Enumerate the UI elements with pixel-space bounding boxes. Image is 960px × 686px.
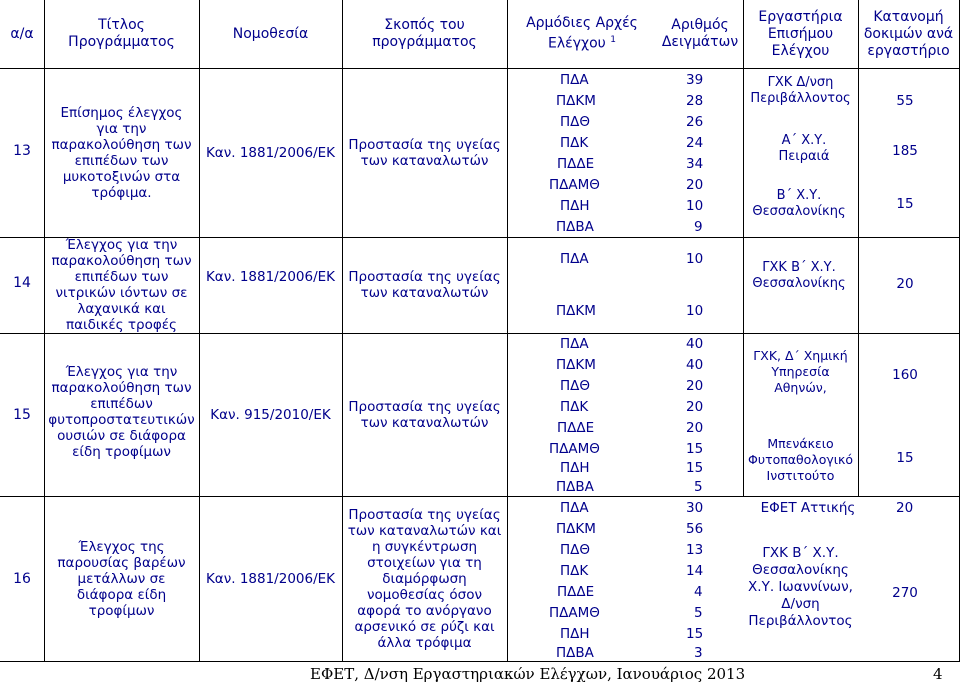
page-number: 4 [933, 665, 943, 683]
authority: ΠΔΚ [560, 563, 589, 579]
authority: ΠΔΒΑ [556, 645, 594, 661]
purpose: Προστασία της υγείας των καταναλωτών και η συγκέντρωση στοιχείων για τη διαμόρφωση νομοθεσίας όσον αφορά το ανόργανο αρσενικό σε ρύζι και άλλα τρόφιμα [347, 506, 502, 651]
lab-name: ΓΧΚ Δ/νση Περιβάλλοντος [750, 75, 851, 106]
purpose: Προστασία της υγείας των καταναλωτών [348, 398, 501, 431]
sample-count: 10 [686, 198, 704, 214]
sample-count: 5 [694, 605, 703, 621]
sample-count: 20 [686, 378, 704, 394]
lab-name: ΓΧΚ, Δ΄ Χημική Υπηρεσία Αθηνών, [753, 348, 848, 395]
sample-count: 5 [694, 479, 703, 495]
authority: ΠΔΔΕ [557, 584, 595, 600]
authority: ΠΔΚ [560, 135, 589, 151]
legislation: Καν. 1881/2006/ΕΚ [205, 144, 336, 161]
lab-name: Μπενάκειο Φυτοπαθολογικό Ινστιτούτο [748, 436, 853, 483]
row-number: 16 [13, 571, 31, 587]
distribution-count: 270 [892, 585, 918, 601]
authority: ΠΔΚΜ [556, 521, 596, 537]
distribution-count: 20 [896, 500, 914, 516]
legislation: Καν. 1881/2006/ΕΚ [205, 570, 336, 587]
legislation: Καν. 1881/2006/ΕΚ [205, 269, 336, 285]
sample-count: 10 [686, 251, 704, 267]
row-number: 14 [13, 275, 31, 291]
lab-name: Β΄ Χ.Υ. Θεσσαλονίκης [752, 188, 846, 219]
distribution-count: 15 [896, 450, 914, 466]
authority: ΠΔΑΜΘ [549, 177, 600, 193]
header-authorities: Αρμόδιες Αρχές Ελέγχου $^1$ [526, 15, 638, 52]
col-divider [342, 0, 343, 662]
sample-count: 4 [694, 584, 703, 600]
row-number: 15 [13, 407, 31, 423]
col-divider [44, 0, 45, 662]
sample-count: 20 [686, 399, 704, 415]
sample-count: 39 [686, 72, 704, 88]
purpose: Προστασία της υγείας των καταναλωτών [348, 136, 501, 169]
sample-count: 20 [686, 177, 704, 193]
distribution-count: 55 [896, 93, 914, 109]
sample-count: 24 [686, 135, 704, 151]
program-title: Έλεγχος για την παρακολούθηση των επιπέδων φυτοπροστατευτικών ουσιών σε διάφορα είδη τροφίμων [48, 364, 195, 460]
authority: ΠΔΒΑ [556, 479, 594, 495]
sample-count: 30 [686, 500, 704, 516]
authority: ΠΔΘ [560, 378, 591, 394]
authority: ΠΔΚΜ [556, 303, 596, 319]
sample-count: 34 [686, 156, 704, 172]
sample-count: 40 [686, 357, 704, 373]
distribution-count: 185 [892, 143, 918, 159]
lab-name: ΓΧΚ Β΄ Χ.Υ. Θεσσαλονίκης Χ.Υ. Ιωαννίνων, Δ/νση Περιβάλλοντος [748, 545, 853, 629]
authority: ΠΔΘ [560, 114, 591, 130]
authority: ΠΔΔΕ [557, 420, 595, 436]
distribution-count: 15 [896, 196, 914, 212]
distribution-count: 20 [896, 276, 914, 292]
authority: ΠΔΔΕ [557, 156, 595, 172]
footer-text: ΕΦΕΤ, Δ/νση Εργαστηριακών Ελέγχων, Ιανουάριος 2013 [310, 665, 746, 683]
sample-count: 56 [686, 521, 704, 537]
authority: ΠΔΗ [560, 626, 590, 642]
authority: ΠΔΚΜ [556, 93, 596, 109]
authority: ΠΔΚ [560, 399, 589, 415]
authority: ΠΔΑ [560, 72, 589, 88]
legislation: Καν. 915/2010/ΕΚ [210, 406, 331, 423]
row-divider [0, 661, 960, 662]
program-title: Επίσημος έλεγχος για την παρακολούθηση των επιπέδων των μυκοτοξινών στα τρόφιμα. [51, 104, 192, 201]
sample-count: 40 [686, 336, 704, 352]
purpose: Προστασία της υγείας των καταναλωτών [348, 269, 501, 301]
sample-count: 13 [686, 542, 704, 558]
lab-name: Α΄ Χ.Υ. Πειραιά [778, 133, 830, 164]
authority: ΠΔΑ [560, 336, 589, 352]
row-number: 13 [13, 143, 31, 159]
program-title: Έλεγχος της παρουσίας βαρέων μετάλλων σε διάφορα είδη τροφίμων [57, 538, 186, 619]
authority: ΠΔΑ [560, 500, 589, 516]
authority: ΠΔΑ [560, 251, 589, 267]
sample-count: 15 [686, 626, 704, 642]
header-lab: Εργαστήρια Επισήμου Ελέγχου [758, 8, 843, 59]
header-legislation: Νομοθεσία [232, 25, 309, 42]
header-purpose: Σκοπός του προγράμματος [372, 17, 477, 50]
col-divider [507, 0, 508, 662]
authority: ΠΔΘ [560, 542, 591, 558]
authority: ΠΔΚΜ [556, 357, 596, 373]
distribution-count: 160 [892, 367, 918, 383]
sample-count: 15 [686, 441, 704, 457]
header-title: Τίτλος Προγράμματος [68, 17, 175, 50]
authority: ΠΔΗ [560, 198, 590, 214]
sample-count: 3 [694, 645, 703, 661]
header-samples: Αριθμός Δειγμάτων [661, 17, 739, 50]
authority: ΠΔΑΜΘ [549, 441, 600, 457]
sample-count: 10 [686, 303, 704, 319]
program-title: Έλεγχος για την παρακολούθηση των επιπέδων των νιτρικών ιόντων σε λαχανικά και παιδικές τροφές [51, 237, 192, 333]
lab-name: ΕΦΕΤ Αττικής [760, 500, 856, 516]
sample-count: 28 [686, 93, 704, 109]
sample-count: 9 [694, 219, 703, 235]
col-divider [858, 0, 859, 497]
sample-count: 26 [686, 114, 704, 130]
authority: ΠΔΗ [560, 460, 590, 476]
authority: ΠΔΑΜΘ [549, 605, 600, 621]
header-distribution: Κατανομή δοκιμών ανά εργαστήριο [863, 8, 954, 59]
authority: ΠΔΒΑ [556, 219, 594, 235]
sample-count: 15 [686, 460, 704, 476]
sample-count: 20 [686, 420, 704, 436]
sample-count: 14 [686, 563, 704, 579]
lab-name: ΓΧΚ Β΄ Χ.Υ. Θεσσαλονίκης [752, 260, 846, 291]
header-aa: α/α [10, 25, 34, 42]
